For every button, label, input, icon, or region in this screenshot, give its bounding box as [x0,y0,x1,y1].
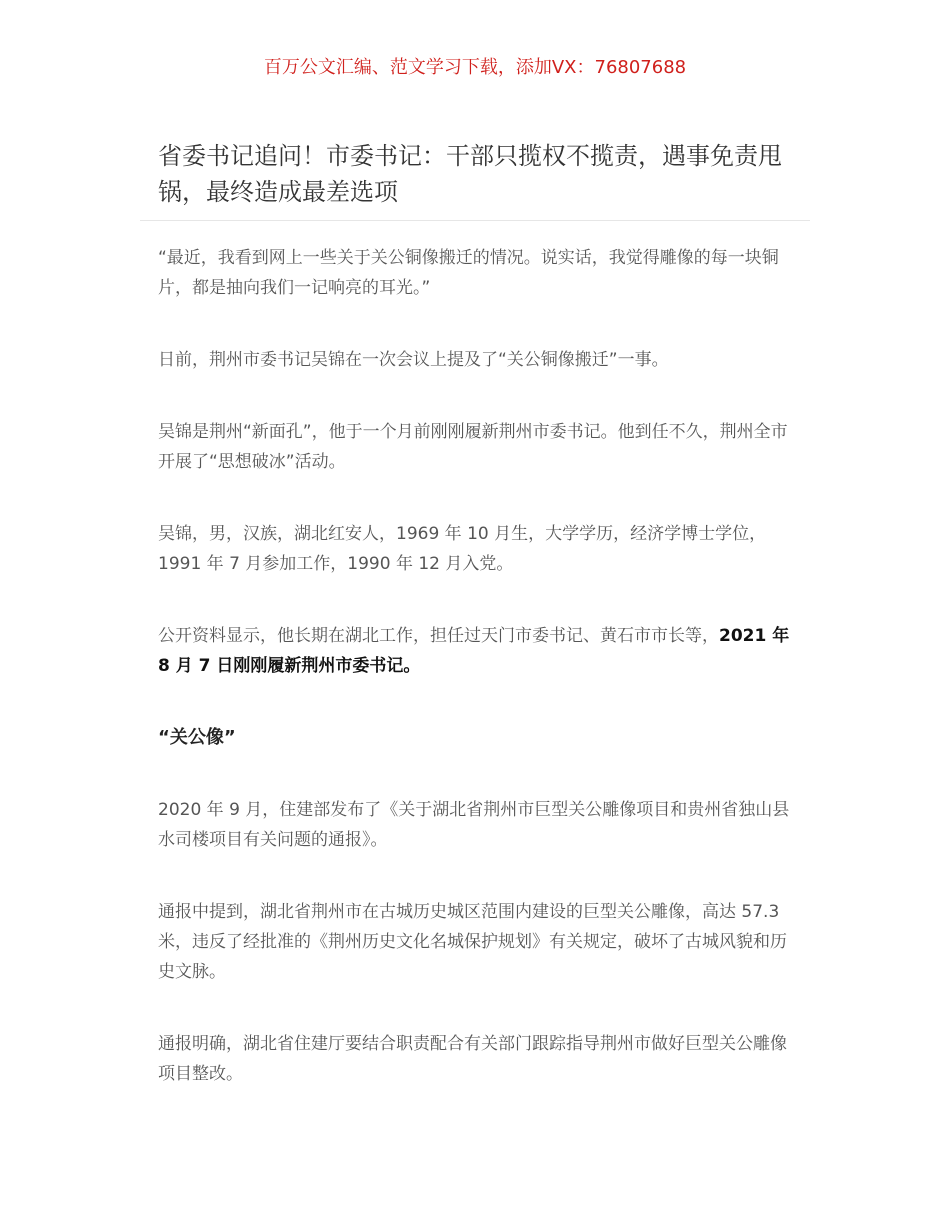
paragraph-intro: 日前，荆州市委书记吴锦在一次会议上提及了“关公铜像搬迁”一事。 [158,350,669,370]
paragraph-notice-detail: 通报中提到，湖北省荆州市在古城历史城区范围内建设的巨型关公雕像，高达 57.3 米，违反了经批准的《荆州历史文化名城保护规划》有关规定，破坏了古城风貌和历史文脉。 [158,902,787,982]
article-body [158,243,798,1131]
paragraph-rectification: 通报明确，湖北省住建厅要结合职责配合有关部门跟踪指导荆州市做好巨型关公雕像项目整改。 [158,1034,787,1084]
section-heading: “关公像” [158,727,236,748]
paragraph-quote: “最近，我看到网上一些关于关公铜像搬迁的情况。说实话，我觉得雕像的每一块铜片，都是抽向我们一记响亮的耳光。” [158,248,779,298]
promo-banner: 百万公文汇编、范文学习下载，添加VX：76807688 [263,57,687,78]
paragraph-notice: 2020 年 9 月，住建部发布了《关于湖北省荆州市巨型关公雕像项目和贵州省独山县水司楼项目有关问题的通报》。 [158,800,790,850]
paragraph-new-face: 吴锦是荆州“新面孔”，他于一个月前刚刚履新荆州市委书记。他到任不久，荆州全市开展了“思想破冰”活动。 [158,422,788,472]
article-title: 省委书记追问！市委书记：干部只揽权不揽责，遇事免责甩锅，最终造成最差选项 [158,142,782,206]
career-text: 公开资料显示，他长期在湖北工作，担任过天门市委书记、黄石市市长等， [158,626,719,646]
title-divider [140,220,810,221]
paragraph-profile: 吴锦，男，汉族，湖北红安人，1969 年 10 月生，大学学历，经济学博士学位，1991 年 7 月参加工作，1990 年 12 月入党。 [158,524,767,574]
paragraph-career [158,621,798,681]
career-highlight: 2021 年 8 月 7 日刚刚履新荆州市委书记。 [158,626,790,676]
